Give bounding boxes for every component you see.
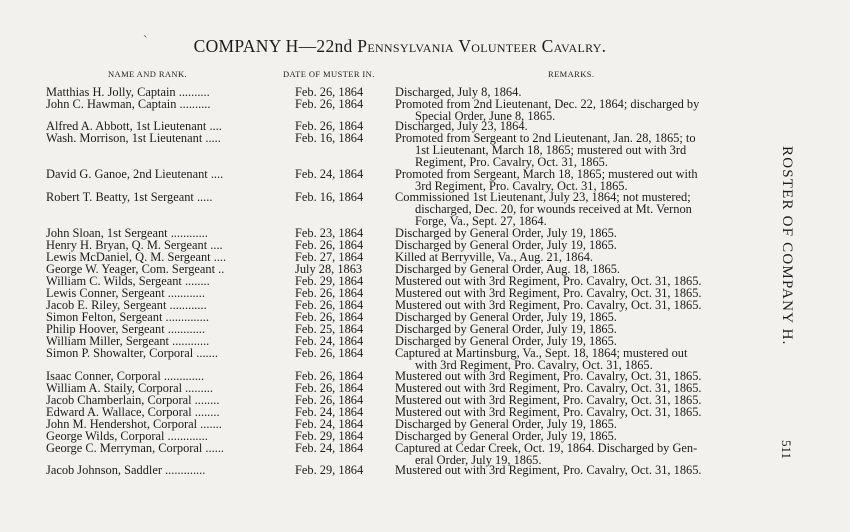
- muster-date: Feb. 24, 1864: [295, 167, 364, 181]
- remarks-line: Discharged by General Order, July 19, 1865.: [395, 238, 617, 252]
- muster-date: Feb. 29, 1864: [295, 274, 364, 288]
- remarks-line: Mustered out with 3rd Regiment, Pro. Cavalry, Oct. 31, 1865.: [395, 463, 702, 477]
- muster-date: Feb. 26, 1864: [295, 393, 364, 407]
- muster-date: Feb. 29, 1864: [295, 429, 364, 443]
- name-and-rank: Isaac Conner, Corporal .............: [46, 371, 205, 383]
- muster-date: Feb. 26, 1864: [295, 286, 364, 300]
- muster-date: Feb. 26, 1864: [295, 381, 364, 395]
- name-and-rank: Simon Felton, Sergeant ..............: [46, 312, 209, 324]
- name-and-rank: John M. Hendershot, Corporal .......: [46, 419, 222, 431]
- remarks-line: discharged, Dec. 20, for wounds received at Mt. Vernon: [415, 201, 692, 216]
- muster-date: July 28, 1863: [295, 262, 363, 276]
- name-and-rank: Simon P. Showalter, Corporal .......: [46, 348, 218, 360]
- name-and-rank: William C. Wilds, Sergeant ........: [46, 276, 210, 288]
- remarks-line: Mustered out with 3rd Regiment, Pro. Cavalry, Oct. 31, 1865.: [395, 381, 702, 395]
- page-title: [0, 36, 800, 57]
- remarks-line: Promoted from 2nd Lieutenant, Dec. 22, 1864; discharged by: [395, 97, 700, 111]
- remarks-line: Mustered out with 3rd Regiment, Pro. Cavalry, Oct. 31, 1865.: [395, 298, 702, 312]
- name-and-rank: Jacob Chamberlain, Corporal ........: [46, 395, 220, 407]
- name-and-rank: Robert T. Beatty, 1st Sergeant .....: [46, 192, 213, 204]
- remarks-line: Killed at Berryville, Va., Aug. 21, 1864.: [395, 250, 593, 264]
- column-header-remarks: REMARKS.: [548, 69, 595, 79]
- name-and-rank: Jacob E. Riley, Sergeant ............: [46, 300, 207, 312]
- muster-date: Feb. 16, 1864: [295, 131, 364, 145]
- remarks-line: Commissioned 1st Lieutenant, July 23, 1864; not mustered;: [395, 190, 691, 204]
- title-prefix: COMPANY H—22nd: [193, 36, 353, 56]
- remarks-line: Regiment, Pro. Cavalry, Oct. 31, 1865.: [415, 154, 608, 169]
- remarks-line: Discharged by General Order, July 19, 1865.: [395, 322, 617, 336]
- name-and-rank: Alfred A. Abbott, 1st Lieutenant ....: [46, 121, 222, 133]
- remarks-line: Mustered out with 3rd Regiment, Pro. Cavalry, Oct. 31, 1865.: [395, 274, 702, 288]
- remarks-line: Mustered out with 3rd Regiment, Pro. Cavalry, Oct. 31, 1865.: [395, 405, 702, 419]
- remarks: [395, 465, 765, 477]
- remarks-line: Discharged, July 23, 1864.: [395, 119, 528, 133]
- remarks-line: Discharged by General Order, Aug. 18, 1865.: [395, 262, 621, 276]
- remarks-line: eral Order, July 19, 1865.: [415, 452, 542, 467]
- name-and-rank: David G. Ganoe, 2nd Lieutenant ....: [46, 169, 224, 181]
- muster-date: Feb. 23, 1864: [295, 226, 364, 240]
- remarks-line: Discharged by General Order, July 19, 1865.: [395, 310, 617, 324]
- remarks-line: Special Order, June 8, 1865.: [415, 108, 556, 123]
- remarks-line: 1st Lieutenant, March 18, 1865; mustered out with 3rd: [415, 142, 687, 157]
- name-and-rank: Edward A. Wallace, Corporal ........: [46, 407, 220, 419]
- name-and-rank: George Wilds, Corporal .............: [46, 431, 208, 443]
- name-and-rank: John Sloan, 1st Sergeant ............: [46, 228, 208, 240]
- name-and-rank: William Miller, Sergeant ............: [46, 336, 210, 348]
- name-and-rank: Wash. Morrison, 1st Lieutenant .....: [46, 133, 221, 145]
- muster-date: Feb. 26, 1864: [295, 119, 364, 133]
- muster-date: Feb. 26, 1864: [295, 310, 364, 324]
- name-and-rank: Lewis Conner, Sergeant ............: [46, 288, 205, 300]
- remarks-line: Discharged, July 8, 1864.: [395, 85, 522, 99]
- muster-date: Feb. 24, 1864: [295, 441, 364, 455]
- remarks-line: Promoted from Sergeant, March 18, 1865; mustered out with: [395, 167, 698, 181]
- muster-date: Feb. 26, 1864: [295, 346, 364, 360]
- muster-date: Feb. 16, 1864: [295, 190, 364, 204]
- page-number: 511: [779, 440, 794, 460]
- muster-date: Feb. 26, 1864: [295, 97, 364, 111]
- remarks-line: with 3rd Regiment, Pro. Cavalry, Oct. 31, 1865.: [415, 357, 653, 372]
- column-header-name: NAME AND RANK.: [108, 69, 188, 79]
- column-header-date: DATE OF MUSTER IN.: [283, 69, 375, 79]
- side-running-title: ROSTER OF COMPANY H.: [779, 146, 795, 346]
- muster-date: Feb. 26, 1864: [295, 85, 364, 99]
- remarks-line: Discharged by General Order, July 19, 1865.: [395, 429, 617, 443]
- remarks-line: Mustered out with 3rd Regiment, Pro. Cavalry, Oct. 31, 1865.: [395, 369, 702, 383]
- remarks-line: Discharged by General Order, July 19, 1865.: [395, 417, 617, 431]
- remarks-line: Promoted from Sergeant to 2nd Lieutenant, Jan. 28, 1865; to: [395, 131, 696, 145]
- muster-date: Feb. 29, 1864: [295, 463, 364, 477]
- name-and-rank: John C. Hawman, Captain ..........: [46, 99, 211, 111]
- name-and-rank: Lewis McDaniel, Q. M. Sergeant ....: [46, 252, 227, 264]
- name-and-rank: Philip Hoover, Sergeant ............: [46, 324, 205, 336]
- remarks-line: Mustered out with 3rd Regiment, Pro. Cavalry, Oct. 31, 1865.: [395, 286, 702, 300]
- muster-date: Feb. 26, 1864: [295, 238, 364, 252]
- remarks-line: 3rd Regiment, Pro. Cavalry, Oct. 31, 1865.: [415, 178, 628, 193]
- name-and-rank: Henry H. Bryan, Q. M. Sergeant ....: [46, 240, 223, 252]
- remarks-line: Mustered out with 3rd Regiment, Pro. Cavalry, Oct. 31, 1865.: [395, 393, 702, 407]
- remarks: [395, 192, 765, 227]
- muster-date: Feb. 24, 1864: [295, 417, 364, 431]
- muster-date: Feb. 24, 1864: [295, 405, 364, 419]
- muster-date: Feb. 24, 1864: [295, 334, 364, 348]
- remarks-line: Forge, Va., Sept. 27, 1864.: [415, 213, 547, 228]
- remarks-line: Discharged by General Order, July 19, 1865.: [395, 226, 617, 240]
- remarks-line: Captured at Cedar Creek, Oct. 19, 1864. Discharged by Gen-: [395, 441, 698, 455]
- title-rest: Pennsylvania Volunteer Cavalry.: [357, 36, 607, 56]
- muster-date: Feb. 26, 1864: [295, 298, 364, 312]
- muster-date: Feb. 25, 1864: [295, 322, 364, 336]
- name-and-rank: George C. Merryman, Corporal ......: [46, 443, 225, 455]
- muster-date: Feb. 26, 1864: [295, 369, 364, 383]
- remarks-line: Captured at Martinsburg, Va., Sept. 18, 1864; mustered out: [395, 346, 688, 360]
- name-and-rank: Jacob Johnson, Saddler .............: [46, 465, 206, 477]
- muster-date: Feb. 27, 1864: [295, 250, 364, 264]
- name-and-rank: Matthias H. Jolly, Captain ..........: [46, 87, 210, 99]
- remarks-line: Discharged by General Order, July 19, 1865.: [395, 334, 617, 348]
- remarks: [395, 133, 765, 168]
- name-and-rank: William A. Staily, Corporal .........: [46, 383, 213, 395]
- name-and-rank: George W. Yeager, Com. Sergeant ..: [46, 264, 225, 276]
- stray-mark: ˋ: [143, 34, 148, 49]
